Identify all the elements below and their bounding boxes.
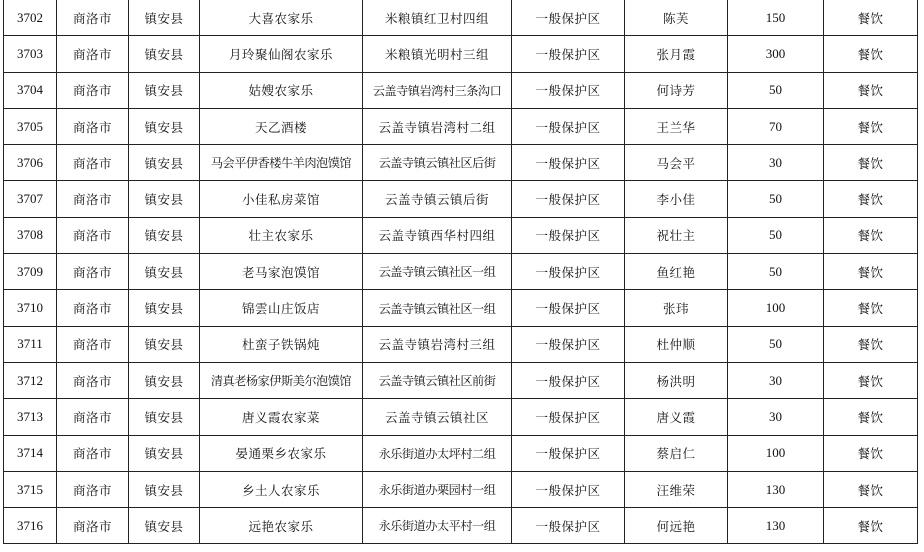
table-row	[4, 508, 918, 544]
address-cell: 云盖寺镇岩湾村三组	[363, 326, 512, 362]
row-number-cell: 3707	[4, 181, 57, 217]
address-cell: 米粮镇光明村三组	[363, 36, 512, 72]
category-cell: 餐饮	[824, 36, 918, 72]
protection-zone-cell: 一般保护区	[512, 108, 625, 144]
city-cell: 商洛市	[57, 108, 129, 144]
table-row	[4, 108, 918, 144]
county-cell: 镇安县	[129, 399, 200, 435]
category-cell: 餐饮	[824, 72, 918, 108]
city-cell: 商洛市	[57, 0, 129, 36]
owner-name-cell: 杨洪明	[625, 362, 728, 398]
owner-name-cell: 杜仲顺	[625, 326, 728, 362]
business-name-cell: 月玲聚仙阁农家乐	[200, 36, 363, 72]
owner-name-cell: 鱼红艳	[625, 254, 728, 290]
protection-zone-cell: 一般保护区	[512, 72, 625, 108]
owner-name-cell: 汪维荣	[625, 471, 728, 507]
table-row	[4, 217, 918, 253]
county-cell: 镇安县	[129, 181, 200, 217]
table-row	[4, 181, 918, 217]
protection-zone-cell: 一般保护区	[512, 0, 625, 36]
category-cell: 餐饮	[824, 217, 918, 253]
city-cell: 商洛市	[57, 362, 129, 398]
protection-zone-cell: 一般保护区	[512, 362, 625, 398]
row-number-cell: 3715	[4, 471, 57, 507]
protection-zone-cell: 一般保护区	[512, 217, 625, 253]
capacity-cell: 30	[728, 145, 824, 181]
capacity-cell: 50	[728, 181, 824, 217]
business-name-cell: 马会平伊香楼牛羊肉泡馍馆	[200, 145, 363, 181]
city-cell: 商洛市	[57, 399, 129, 435]
capacity-cell: 50	[728, 217, 824, 253]
protection-zone-cell: 一般保护区	[512, 471, 625, 507]
business-name-cell: 大喜农家乐	[200, 0, 363, 36]
owner-name-cell: 唐义霞	[625, 399, 728, 435]
address-cell: 云盖寺镇云镇后街	[363, 181, 512, 217]
data-table-container	[3, 0, 917, 544]
city-cell: 商洛市	[57, 181, 129, 217]
county-cell: 镇安县	[129, 145, 200, 181]
owner-name-cell: 蔡启仁	[625, 435, 728, 471]
capacity-cell: 130	[728, 508, 824, 544]
address-cell: 云盖寺镇西华村四组	[363, 217, 512, 253]
owner-name-cell: 王兰华	[625, 108, 728, 144]
county-cell: 镇安县	[129, 471, 200, 507]
address-cell: 云盖寺镇云镇社区一组	[363, 290, 512, 326]
category-cell: 餐饮	[824, 508, 918, 544]
city-cell: 商洛市	[57, 508, 129, 544]
row-number-cell: 3703	[4, 36, 57, 72]
business-name-cell: 远艳农家乐	[200, 508, 363, 544]
capacity-cell: 150	[728, 0, 824, 36]
table-row	[4, 290, 918, 326]
owner-name-cell: 祝壮主	[625, 217, 728, 253]
address-cell: 永乐街道办栗园村一组	[363, 471, 512, 507]
city-cell: 商洛市	[57, 290, 129, 326]
protection-zone-cell: 一般保护区	[512, 254, 625, 290]
category-cell: 餐饮	[824, 326, 918, 362]
capacity-cell: 100	[728, 435, 824, 471]
county-cell: 镇安县	[129, 108, 200, 144]
owner-name-cell: 陈芙	[625, 0, 728, 36]
table-row	[4, 326, 918, 362]
category-cell: 餐饮	[824, 362, 918, 398]
protection-zone-cell: 一般保护区	[512, 145, 625, 181]
row-number-cell: 3709	[4, 254, 57, 290]
category-cell: 餐饮	[824, 471, 918, 507]
county-cell: 镇安县	[129, 435, 200, 471]
city-cell: 商洛市	[57, 72, 129, 108]
address-cell: 永乐街道办太坪村二组	[363, 435, 512, 471]
owner-name-cell: 何诗芳	[625, 72, 728, 108]
capacity-cell: 50	[728, 326, 824, 362]
business-name-cell: 乡土人农家乐	[200, 471, 363, 507]
table-row	[4, 36, 918, 72]
city-cell: 商洛市	[57, 217, 129, 253]
category-cell: 餐饮	[824, 399, 918, 435]
row-number-cell: 3708	[4, 217, 57, 253]
protection-zone-cell: 一般保护区	[512, 399, 625, 435]
business-name-cell: 天乙酒楼	[200, 108, 363, 144]
county-cell: 镇安县	[129, 36, 200, 72]
city-cell: 商洛市	[57, 36, 129, 72]
business-name-cell: 锦雲山庄饭店	[200, 290, 363, 326]
protection-zone-cell: 一般保护区	[512, 508, 625, 544]
table-row	[4, 435, 918, 471]
capacity-cell: 50	[728, 72, 824, 108]
protection-zone-cell: 一般保护区	[512, 326, 625, 362]
county-cell: 镇安县	[129, 72, 200, 108]
city-cell: 商洛市	[57, 145, 129, 181]
owner-name-cell: 张玮	[625, 290, 728, 326]
address-cell: 云盖寺镇云镇社区一组	[363, 254, 512, 290]
address-cell: 云盖寺镇云镇社区后街	[363, 145, 512, 181]
owner-name-cell: 马会平	[625, 145, 728, 181]
row-number-cell: 3706	[4, 145, 57, 181]
owner-name-cell: 何远艳	[625, 508, 728, 544]
county-cell: 镇安县	[129, 0, 200, 36]
row-number-cell: 3713	[4, 399, 57, 435]
category-cell: 餐饮	[824, 0, 918, 36]
table-body	[4, 0, 918, 544]
table-row	[4, 254, 918, 290]
capacity-cell: 130	[728, 471, 824, 507]
protection-zone-cell: 一般保护区	[512, 290, 625, 326]
capacity-cell: 70	[728, 108, 824, 144]
capacity-cell: 50	[728, 254, 824, 290]
county-cell: 镇安县	[129, 508, 200, 544]
table-row	[4, 471, 918, 507]
category-cell: 餐饮	[824, 108, 918, 144]
city-cell: 商洛市	[57, 254, 129, 290]
row-number-cell: 3712	[4, 362, 57, 398]
row-number-cell: 3702	[4, 0, 57, 36]
data-table	[3, 0, 918, 544]
capacity-cell: 30	[728, 399, 824, 435]
table-row	[4, 399, 918, 435]
business-name-cell: 唐义霞农家菜	[200, 399, 363, 435]
city-cell: 商洛市	[57, 471, 129, 507]
county-cell: 镇安县	[129, 326, 200, 362]
address-cell: 云盖寺镇岩湾村三条沟口	[363, 72, 512, 108]
table-row	[4, 72, 918, 108]
county-cell: 镇安县	[129, 362, 200, 398]
category-cell: 餐饮	[824, 290, 918, 326]
protection-zone-cell: 一般保护区	[512, 36, 625, 72]
business-name-cell: 杜蛮子铁锅炖	[200, 326, 363, 362]
owner-name-cell: 李小佳	[625, 181, 728, 217]
county-cell: 镇安县	[129, 290, 200, 326]
row-number-cell: 3716	[4, 508, 57, 544]
county-cell: 镇安县	[129, 217, 200, 253]
row-number-cell: 3705	[4, 108, 57, 144]
capacity-cell: 100	[728, 290, 824, 326]
capacity-cell: 30	[728, 362, 824, 398]
business-name-cell: 壮主农家乐	[200, 217, 363, 253]
table-row	[4, 362, 918, 398]
county-cell: 镇安县	[129, 254, 200, 290]
business-name-cell: 姑嫂农家乐	[200, 72, 363, 108]
business-name-cell: 晏通栗乡农家乐	[200, 435, 363, 471]
category-cell: 餐饮	[824, 145, 918, 181]
city-cell: 商洛市	[57, 326, 129, 362]
category-cell: 餐饮	[824, 435, 918, 471]
protection-zone-cell: 一般保护区	[512, 435, 625, 471]
capacity-cell: 300	[728, 36, 824, 72]
table-row	[4, 0, 918, 36]
row-number-cell: 3714	[4, 435, 57, 471]
address-cell: 云盖寺镇岩湾村二组	[363, 108, 512, 144]
row-number-cell: 3710	[4, 290, 57, 326]
business-name-cell: 清真老杨家伊斯美尔泡馍馆	[200, 362, 363, 398]
address-cell: 永乐街道办太平村一组	[363, 508, 512, 544]
address-cell: 云盖寺镇云镇社区	[363, 399, 512, 435]
owner-name-cell: 张月霞	[625, 36, 728, 72]
city-cell: 商洛市	[57, 435, 129, 471]
protection-zone-cell: 一般保护区	[512, 181, 625, 217]
address-cell: 米粮镇红卫村四组	[363, 0, 512, 36]
row-number-cell: 3704	[4, 72, 57, 108]
table-row	[4, 145, 918, 181]
business-name-cell: 小佳私房菜馆	[200, 181, 363, 217]
business-name-cell: 老马家泡馍馆	[200, 254, 363, 290]
category-cell: 餐饮	[824, 181, 918, 217]
row-number-cell: 3711	[4, 326, 57, 362]
category-cell: 餐饮	[824, 254, 918, 290]
address-cell: 云盖寺镇云镇社区前街	[363, 362, 512, 398]
